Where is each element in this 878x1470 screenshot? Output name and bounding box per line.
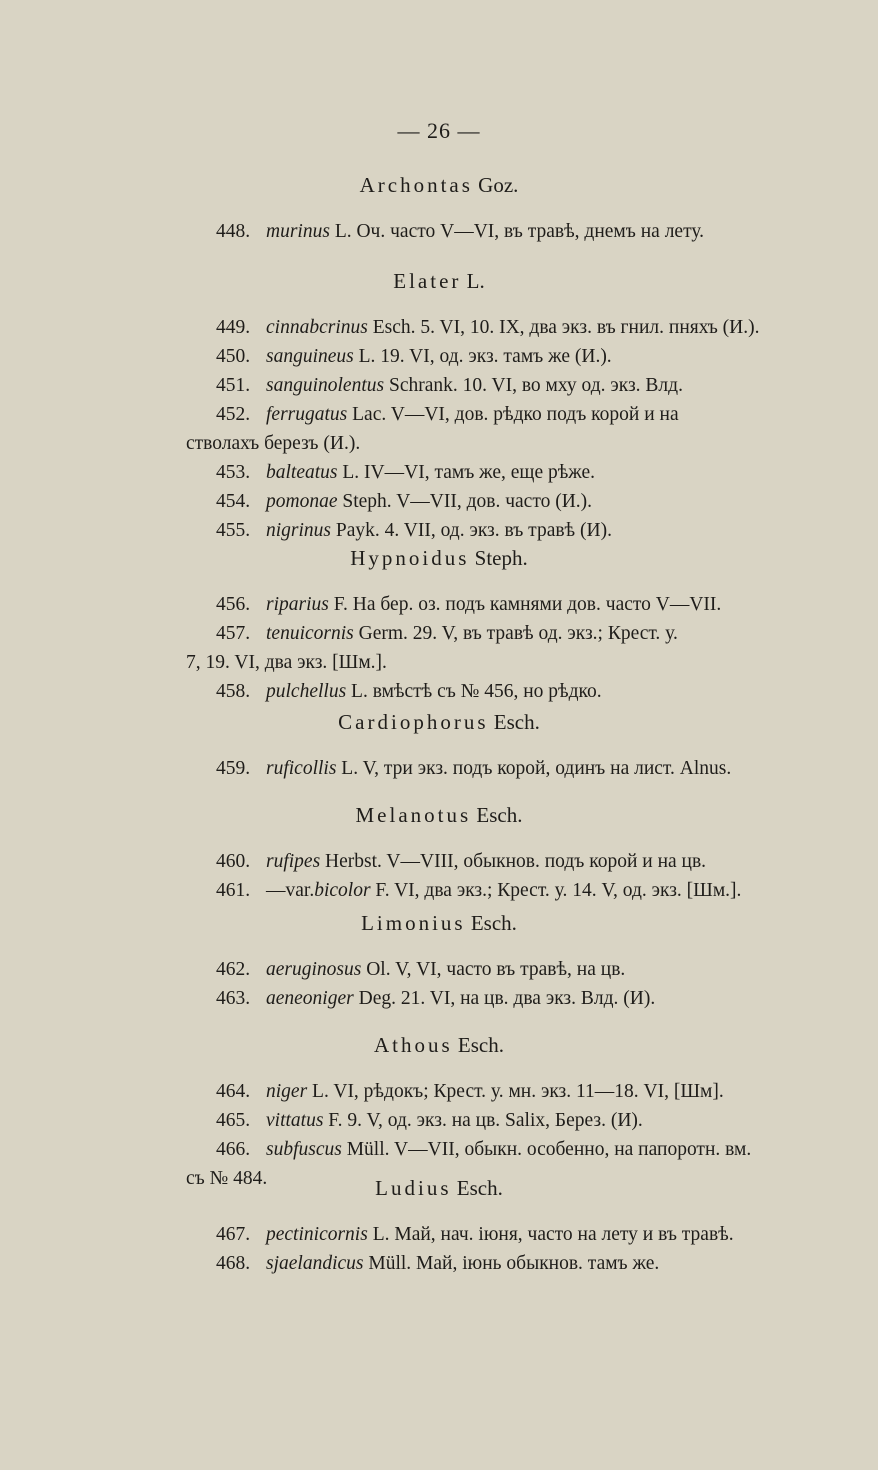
species-name: riparius bbox=[266, 594, 329, 615]
genus-name: Elater bbox=[393, 269, 462, 293]
entry-text: Esch. 5. VI, 10. IX, два экз. въ гнил. пняхъ (И.). bbox=[372, 317, 760, 338]
species-name: vittatus bbox=[266, 1110, 324, 1131]
entry-number: 457. bbox=[216, 623, 251, 644]
entry-number: 458. bbox=[216, 681, 251, 702]
genus-name: Hypnoidus bbox=[350, 546, 470, 570]
species-entry bbox=[0, 1249, 878, 1278]
entry-number: 468. bbox=[216, 1253, 251, 1274]
entry-line bbox=[0, 400, 878, 429]
entry-line bbox=[0, 1220, 878, 1249]
entry-text: L. вмѣстѣ съ № 456, но рѣдко. bbox=[351, 681, 602, 702]
entry-line bbox=[0, 458, 878, 487]
species-name: cinnabcrinus bbox=[266, 317, 368, 338]
entry-number: 455. bbox=[216, 520, 251, 541]
genus-author: Goz. bbox=[478, 173, 519, 197]
entry-line bbox=[0, 313, 878, 342]
entry-text: L. 19. VI, од. экз. тамъ же (И.). bbox=[358, 346, 612, 367]
species-name: sjaelandicus bbox=[266, 1253, 364, 1274]
entry-number: 463. bbox=[216, 988, 251, 1009]
species-name: sanguineus bbox=[266, 346, 354, 367]
species-entry bbox=[0, 955, 878, 984]
genus-section bbox=[0, 261, 878, 545]
entry-text: Payk. 4. VII, од. экз. въ травѣ (И). bbox=[335, 520, 612, 541]
genus-section bbox=[0, 702, 878, 783]
genus-author: Esch. bbox=[470, 911, 517, 935]
species-name: bicolor bbox=[314, 880, 371, 901]
entry-text: F. 9. V, од. экз. на цв. Salix, Берез. (И). bbox=[328, 1110, 643, 1131]
species-name: nigrinus bbox=[266, 520, 332, 541]
entry-number: 451. bbox=[216, 375, 251, 396]
entry-text: F. На бер. оз. подъ камнями дов. часто V—VII. bbox=[333, 594, 722, 615]
genus-section bbox=[0, 538, 878, 706]
entry-number: 448. bbox=[216, 221, 251, 242]
species-entry bbox=[0, 1106, 878, 1135]
entry-text: Steph. V—VII, дов. часто (И.). bbox=[342, 491, 593, 512]
species-entry bbox=[0, 619, 878, 677]
entry-continuation: стволахъ березъ (И.). bbox=[186, 433, 361, 454]
entry-number: 454. bbox=[216, 491, 251, 512]
species-name: pomonae bbox=[266, 491, 338, 512]
genus-author: Esch. bbox=[456, 1176, 503, 1200]
entry-line bbox=[0, 1249, 878, 1278]
entry-text: Müll. V—VII, обыкн. особенно, на папоротн. вм. bbox=[346, 1139, 752, 1160]
genus-section bbox=[0, 165, 878, 246]
species-entry bbox=[0, 1220, 878, 1249]
genus-name: Cardiophorus bbox=[338, 710, 489, 734]
variety-prefix: —var. bbox=[266, 880, 315, 901]
species-entry bbox=[0, 590, 878, 619]
species-name: pectinicornis bbox=[266, 1224, 368, 1245]
genus-heading bbox=[0, 702, 878, 742]
species-name: ferrugatus bbox=[266, 404, 348, 425]
genus-section bbox=[0, 903, 878, 1013]
species-entry bbox=[0, 458, 878, 487]
species-entry bbox=[0, 400, 878, 458]
entry-text: L. Оч. часто V—VI, въ травѣ, днемъ на лету. bbox=[334, 221, 705, 242]
species-name: niger bbox=[266, 1081, 308, 1102]
entry-line bbox=[0, 1135, 878, 1164]
entry-line bbox=[0, 955, 878, 984]
entry-text: L. VI, рѣдокъ; Крест. у. мн. экз. 11—18. VI, [Шм]. bbox=[312, 1081, 724, 1102]
species-name: balteatus bbox=[266, 462, 338, 483]
genus-name: Melanotus bbox=[355, 803, 472, 827]
genus-name: Athous bbox=[373, 1033, 453, 1057]
entry-text: Herbst. V—VIII, обыкнов. подъ корой и на цв. bbox=[325, 851, 707, 872]
entry-number: 460. bbox=[216, 851, 251, 872]
genus-author: Esch. bbox=[457, 1033, 504, 1057]
species-name: subfuscus bbox=[266, 1139, 342, 1160]
species-entry bbox=[0, 217, 878, 246]
entry-text: L. Май, нач. іюня, часто на лету и въ травѣ. bbox=[372, 1224, 734, 1245]
genus-name: Limonius bbox=[361, 911, 466, 935]
entry-number: 462. bbox=[216, 959, 251, 980]
genus-heading bbox=[0, 903, 878, 943]
entry-line bbox=[0, 1077, 878, 1106]
genus-section bbox=[0, 1168, 878, 1278]
species-entry bbox=[0, 1077, 878, 1106]
genus-author: Esch. bbox=[476, 803, 523, 827]
entry-number: 461. bbox=[216, 880, 251, 901]
entry-number: 467. bbox=[216, 1224, 251, 1245]
entry-line bbox=[0, 487, 878, 516]
entry-line bbox=[0, 847, 878, 876]
genus-heading bbox=[0, 538, 878, 578]
genus-heading bbox=[0, 261, 878, 301]
species-entry bbox=[0, 342, 878, 371]
genus-heading bbox=[0, 1168, 878, 1208]
species-name: pulchellus bbox=[266, 681, 347, 702]
species-name: ruficollis bbox=[266, 758, 337, 779]
species-entry bbox=[0, 754, 878, 783]
species-entry bbox=[0, 984, 878, 1013]
genus-heading bbox=[0, 165, 878, 205]
species-entry bbox=[0, 487, 878, 516]
genus-section bbox=[0, 795, 878, 905]
species-entry bbox=[0, 371, 878, 400]
entry-text: Germ. 29. V, въ травѣ од. экз.; Крест. у. bbox=[358, 623, 678, 644]
entry-line bbox=[0, 217, 878, 246]
entry-text: F. VI, два экз.; Крест. у. 14. V, од. экз. [Шм.]. bbox=[375, 880, 742, 901]
entry-line bbox=[0, 754, 878, 783]
genus-heading bbox=[0, 795, 878, 835]
entry-number: 456. bbox=[216, 594, 251, 615]
genus-author: Steph. bbox=[474, 546, 528, 570]
entry-text: Schrank. 10. VI, во мху од. экз. Влд. bbox=[388, 375, 683, 396]
entry-number: 453. bbox=[216, 462, 251, 483]
species-entry bbox=[0, 847, 878, 876]
entry-line bbox=[0, 984, 878, 1013]
entry-number: 464. bbox=[216, 1081, 251, 1102]
entry-line bbox=[0, 1106, 878, 1135]
page-number: — 26 — bbox=[397, 118, 481, 143]
genus-name: Ludius bbox=[375, 1176, 452, 1200]
entry-text: L. IV—VI, тамъ же, еще рѣже. bbox=[342, 462, 596, 483]
entry-line bbox=[0, 371, 878, 400]
genus-author: Esch. bbox=[493, 710, 540, 734]
species-entry bbox=[0, 876, 878, 905]
species-name: rufipes bbox=[266, 851, 321, 872]
species-name: aeruginosus bbox=[266, 959, 362, 980]
entry-continuation: 7, 19. VI, два экз. [Шм.]. bbox=[186, 652, 387, 673]
entry-text: Lac. V—VI, дов. рѣдко подъ корой и на bbox=[352, 404, 679, 425]
species-name: aeneoniger bbox=[266, 988, 354, 1009]
entry-line bbox=[0, 619, 878, 648]
genus-author: L. bbox=[466, 269, 485, 293]
entry-number: 459. bbox=[216, 758, 251, 779]
genus-heading bbox=[0, 1025, 878, 1065]
entry-line bbox=[0, 342, 878, 371]
entry-number: 465. bbox=[216, 1110, 251, 1131]
entry-number: 452. bbox=[216, 404, 251, 425]
entry-line bbox=[0, 590, 878, 619]
entry-text: Müll. Май, іюнь обыкнов. тамъ же. bbox=[368, 1253, 660, 1274]
genus-name: Archontas bbox=[359, 173, 473, 197]
species-name: murinus bbox=[266, 221, 330, 242]
entry-text: Deg. 21. VI, на цв. два экз. Влд. (И). bbox=[358, 988, 656, 1009]
entry-text: L. V, три экз. подъ корой, одинъ на лист. Alnus. bbox=[341, 758, 732, 779]
entry-text: Ol. V, VI, часто въ травѣ, на цв. bbox=[366, 959, 626, 980]
entry-continuation: съ № 484. bbox=[186, 1168, 268, 1189]
species-name: tenuicornis bbox=[266, 623, 354, 644]
species-entry bbox=[0, 313, 878, 342]
entry-number: 466. bbox=[216, 1139, 251, 1160]
entry-line bbox=[0, 876, 878, 905]
species-name: sanguinolentus bbox=[266, 375, 385, 396]
entry-number: 449. bbox=[216, 317, 251, 338]
entry-number: 450. bbox=[216, 346, 251, 367]
